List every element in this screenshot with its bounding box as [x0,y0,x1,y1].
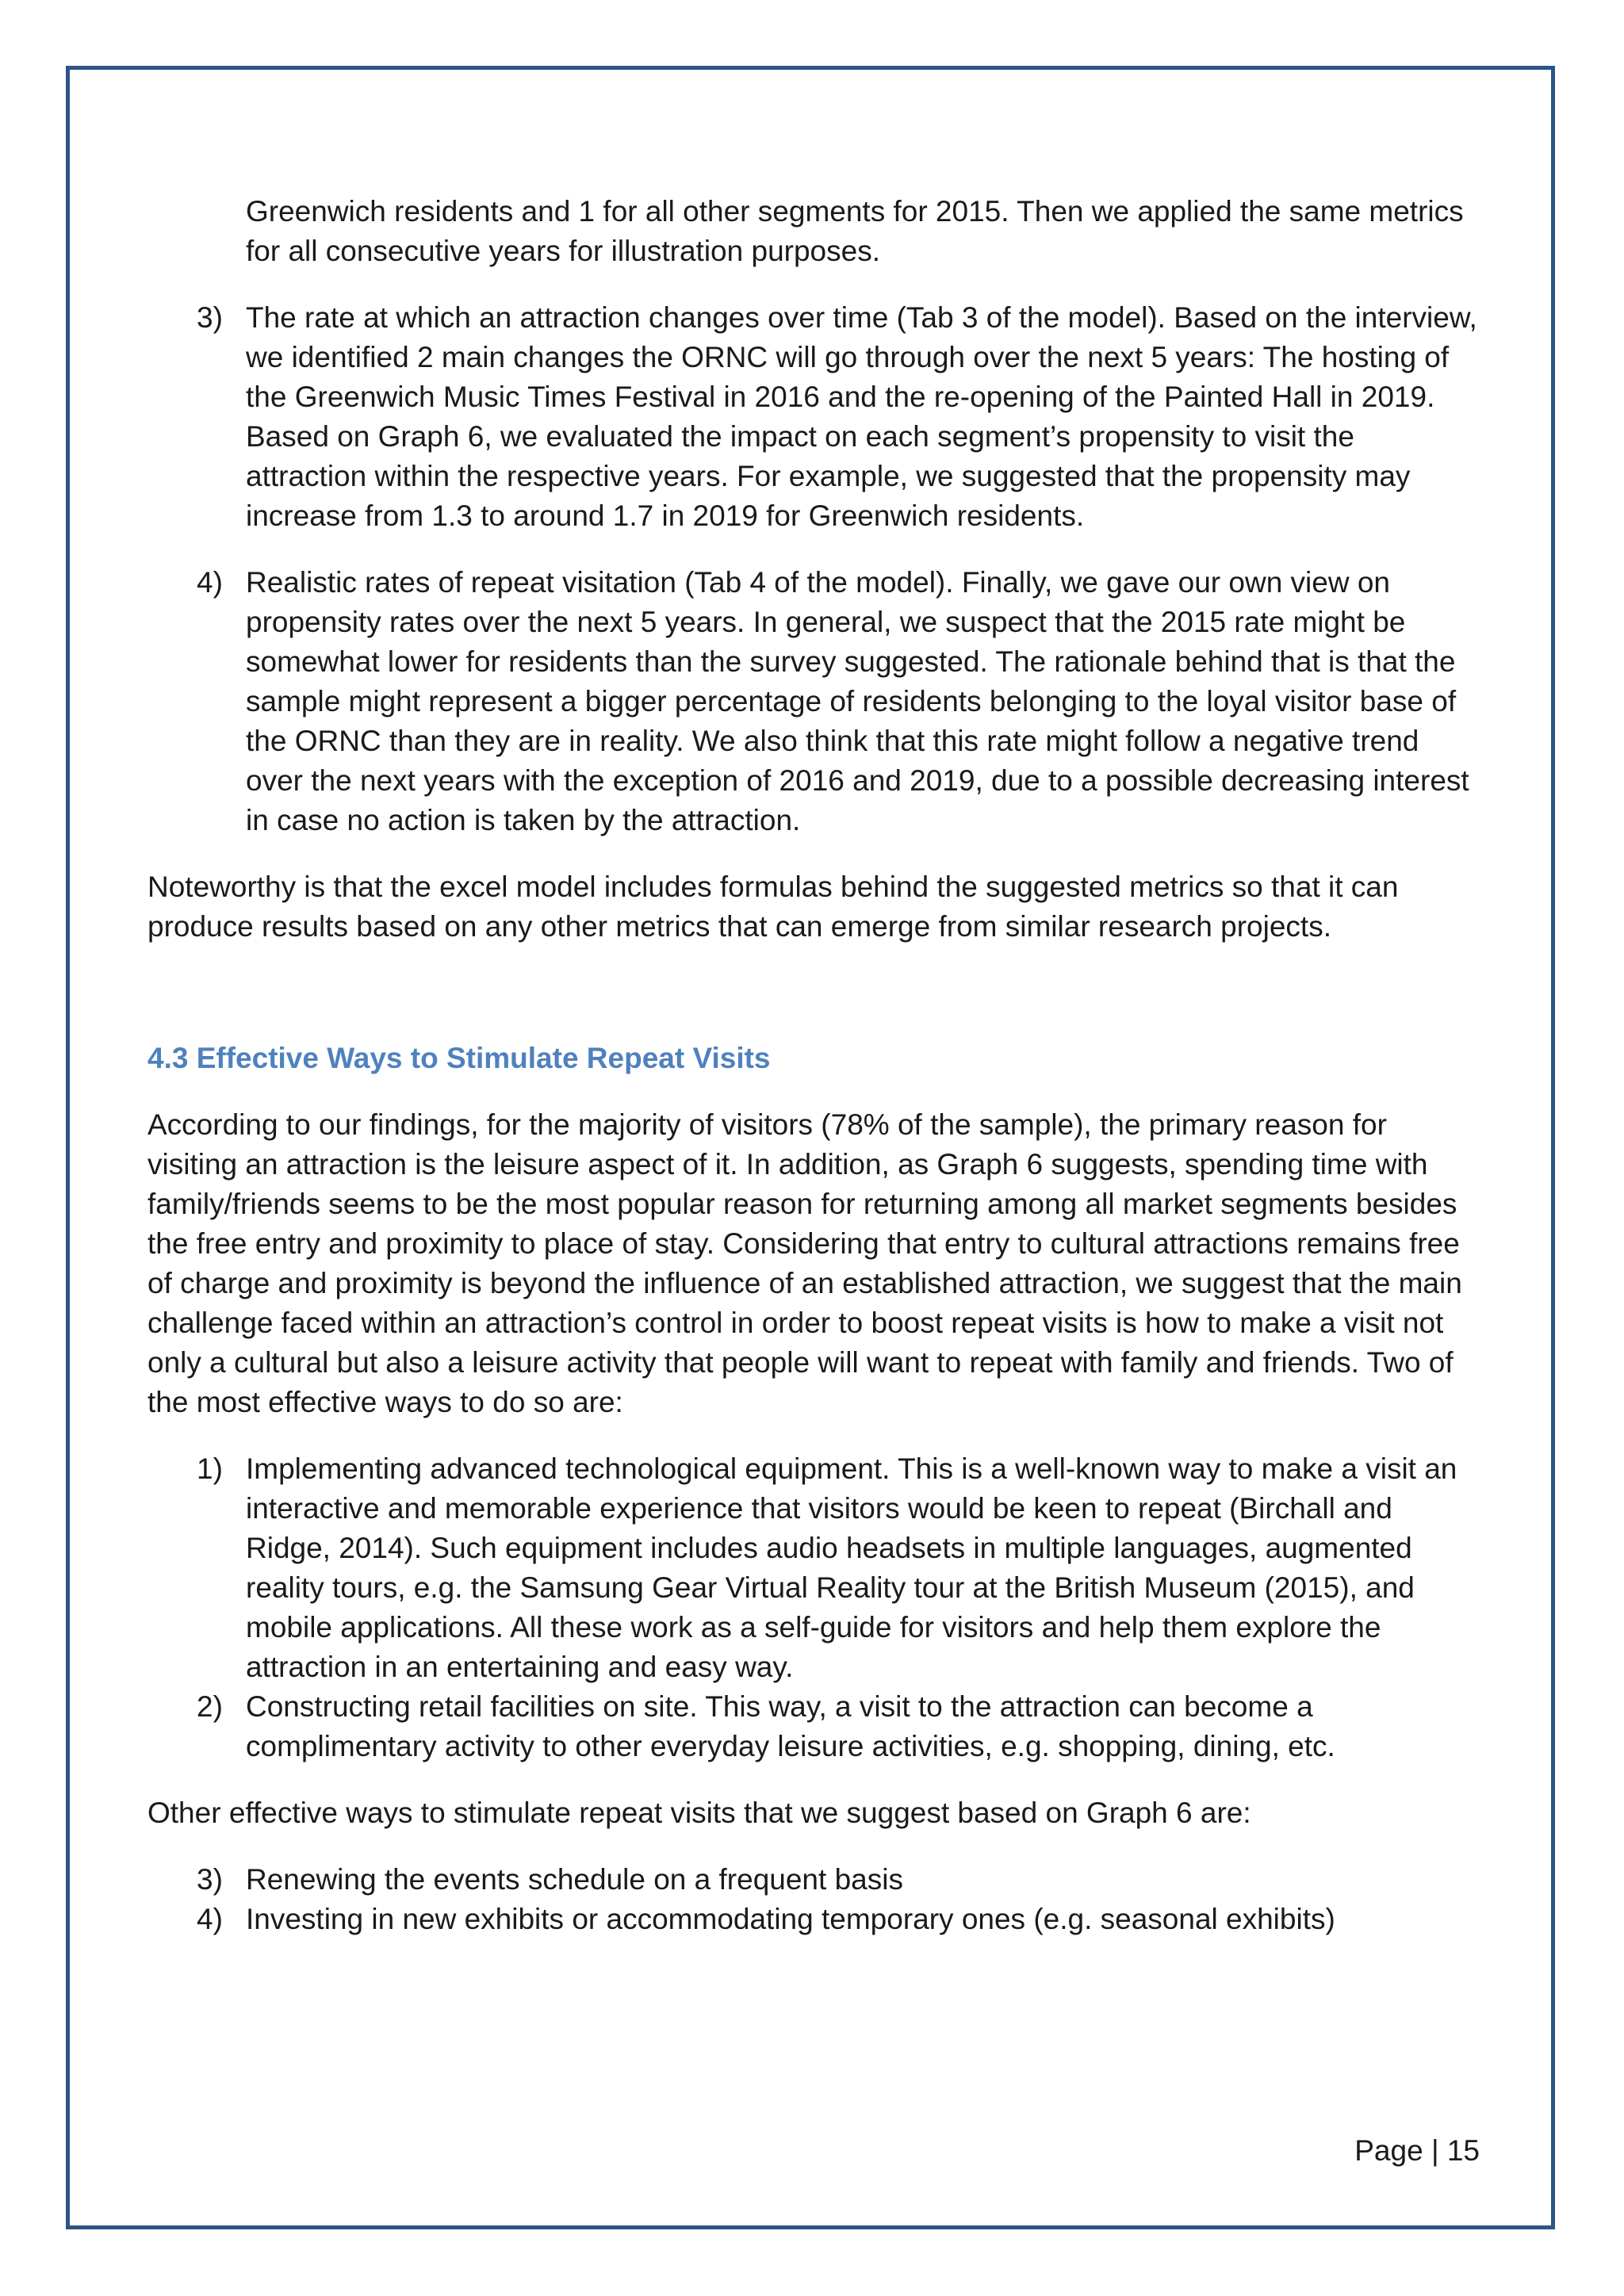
list-number: 4) [197,1903,223,1935]
list-item [147,1860,1480,1900]
list-item [147,1449,1480,1687]
continuation-paragraph: Greenwich residents and 1 for all other segments for 2015. Then we applied the same metrics for all consecutive years for illustration purposes. [246,195,1464,267]
list-number: 3) [197,1863,223,1896]
model-steps-list [147,298,1480,840]
list-number: 4) [197,566,223,599]
list-number: 1) [197,1452,223,1485]
page-number: Page | 15 [1354,2134,1480,2167]
noteworthy-paragraph: Noteworthy is that the excel model includes formulas behind the suggested metrics so that it can produce results based on any other metrics that can emerge from similar research projects. [147,871,1399,943]
list-item-text: Renewing the events schedule on a frequent basis [246,1863,903,1896]
findings-paragraph: According to our findings, for the majority of visitors (78% of the sample), the primary reason for visiting an attraction is the leisure aspect of it. In addition, as Graph 6 suggests, spending time with family/friends seems to be the most popular reason for returning among all market segments besides the free entry and proximity to place of stay. Considering that entry to cultural attractions remains free of charge and proximity is beyond the influence of an established attraction, we suggest that the main challenge faced within an attraction’s control in order to boost repeat visits is how to make a visit not only a cultural but also a leisure activity that people will want to repeat with family and friends. Two of the most effective ways to do so are: [147,1108,1462,1418]
list-item [147,1900,1480,1939]
section-heading: 4.3 Effective Ways to Stimulate Repeat Visits [147,1042,771,1074]
list-number: 2) [197,1690,223,1723]
effective-ways-list [147,1449,1480,1766]
list-item [147,1687,1480,1766]
list-item-text: Implementing advanced technological equipment. This is a well-known way to make a visit an interactive and memorable experience that visitors would be keen to repeat (Birchall and Ridge, 2014). Such equipment includes audio headsets in multiple languages, augmented reality tours, e.g. the Samsung Gear Virtual Reality tour at the British Museum (2015), and mobile applications. All these work as a self-guide for visitors and help them explore the attraction in an entertaining and easy way. [246,1452,1457,1683]
list-item [147,298,1480,536]
list-item-text: Investing in new exhibits or accommodating temporary ones (e.g. seasonal exhibits) [246,1903,1335,1935]
list-item-text: Realistic rates of repeat visitation (Tab 4 of the model). Finally, we gave our own view on propensity rates over the next 5 years. In general, we suspect that the 2015 rate might be somewhat lower for residents than the survey suggested. The rationale behind that is that the sample might represent a bigger percentage of residents belonging to the loyal visitor base of the ORNC than they are in reality. We also think that this rate might follow a negative trend over the next years with the exception of 2016 and 2019, due to a possible decreasing interest in case no action is taken by the attraction. [246,566,1469,836]
other-ways-paragraph: Other effective ways to stimulate repeat visits that we suggest based on Graph 6 are: [147,1797,1251,1829]
document-body [147,192,1480,1966]
list-item-text: Constructing retail facilities on site. This way, a visit to the attraction can become a complimentary activity to other everyday leisure activities, e.g. shopping, dining, etc. [246,1690,1335,1762]
list-item [147,563,1480,840]
list-item-text: The rate at which an attraction changes over time (Tab 3 of the model). Based on the interview, we identified 2 main changes the ORNC will go through over the next 5 years: The hosting of the Greenwich Music Times Festival in 2016 and the re-opening of the Painted Hall in 2019. Based on Graph 6, we evaluated the impact on each segment’s propensity to visit the attraction within the respective years. For example, we suggested that the propensity may increase from 1.3 to around 1.7 in 2019 for Greenwich residents. [246,301,1477,532]
other-ways-list [147,1860,1480,1939]
list-number: 3) [197,301,223,334]
